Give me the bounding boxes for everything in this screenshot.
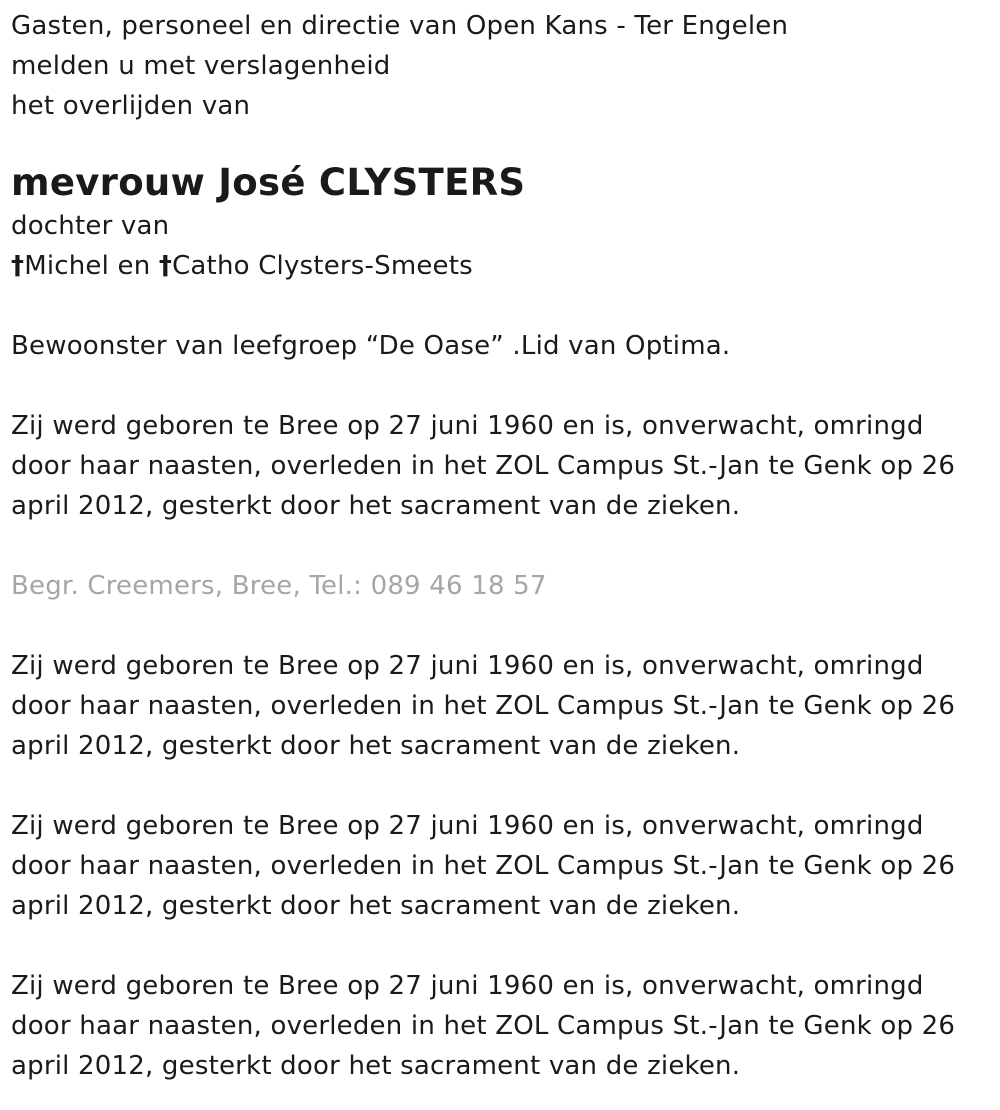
birth-death-paragraph — [11, 406, 986, 526]
undertaker-info: Begr. Creemers, Bree, Tel.: 089 46 18 57 — [11, 571, 547, 601]
paragraph-line: Zij werd geboren te Bree op 27 juni 1960 en is, onverwacht, omringd — [11, 411, 924, 441]
birth-death-paragraph — [11, 646, 986, 766]
intro-line: het overlijden van — [11, 91, 251, 121]
parents-line — [11, 246, 986, 286]
intro-block — [11, 6, 986, 126]
birth-death-paragraph — [11, 806, 986, 926]
paragraph-line: Zij werd geboren te Bree op 27 juni 1960 en is, onverwacht, omringd — [11, 811, 924, 841]
intro-line: Gasten, personeel en directie van Open Kans - Ter Engelen — [11, 11, 789, 41]
paragraph-line: Zij werd geboren te Bree op 27 juni 1960 en is, onverwacht, omringd — [11, 971, 924, 1001]
paragraph-line: door haar naasten, overleden in het ZOL Campus St.-Jan te Genk op 26 — [11, 1011, 956, 1041]
paragraph-line: april 2012, gesterkt door het sacrament van de zieken. — [11, 891, 741, 921]
relation-text: dochter van — [11, 211, 170, 241]
paragraph-line: april 2012, gesterkt door het sacrament van de zieken. — [11, 731, 741, 761]
residence-text: Bewoonster van leefgroep “De Oase” .Lid van Optima. — [11, 331, 731, 361]
paragraph-line: door haar naasten, overleden in het ZOL Campus St.-Jan te Genk op 26 — [11, 451, 956, 481]
cross-icon: † — [11, 251, 25, 281]
paragraph-line: door haar naasten, overleden in het ZOL Campus St.-Jan te Genk op 26 — [11, 851, 956, 881]
deceased-name: mevrouw José CLYSTERS — [11, 161, 526, 204]
paragraph-line: door haar naasten, overleden in het ZOL Campus St.-Jan te Genk op 26 — [11, 691, 956, 721]
paragraph-line: april 2012, gesterkt door het sacrament van de zieken. — [11, 1051, 741, 1081]
cross-icon: † — [158, 251, 173, 281]
parent-name: Michel en — [24, 251, 159, 281]
parent-name: Catho Clysters-Smeets — [172, 251, 473, 281]
birth-death-paragraph — [11, 966, 986, 1086]
intro-line: melden u met verslagenheid — [11, 51, 391, 81]
paragraph-line: april 2012, gesterkt door het sacrament van de zieken. — [11, 491, 741, 521]
paragraph-line: Zij werd geboren te Bree op 27 juni 1960 en is, onverwacht, omringd — [11, 651, 924, 681]
obituary-notice — [11, 6, 986, 1086]
